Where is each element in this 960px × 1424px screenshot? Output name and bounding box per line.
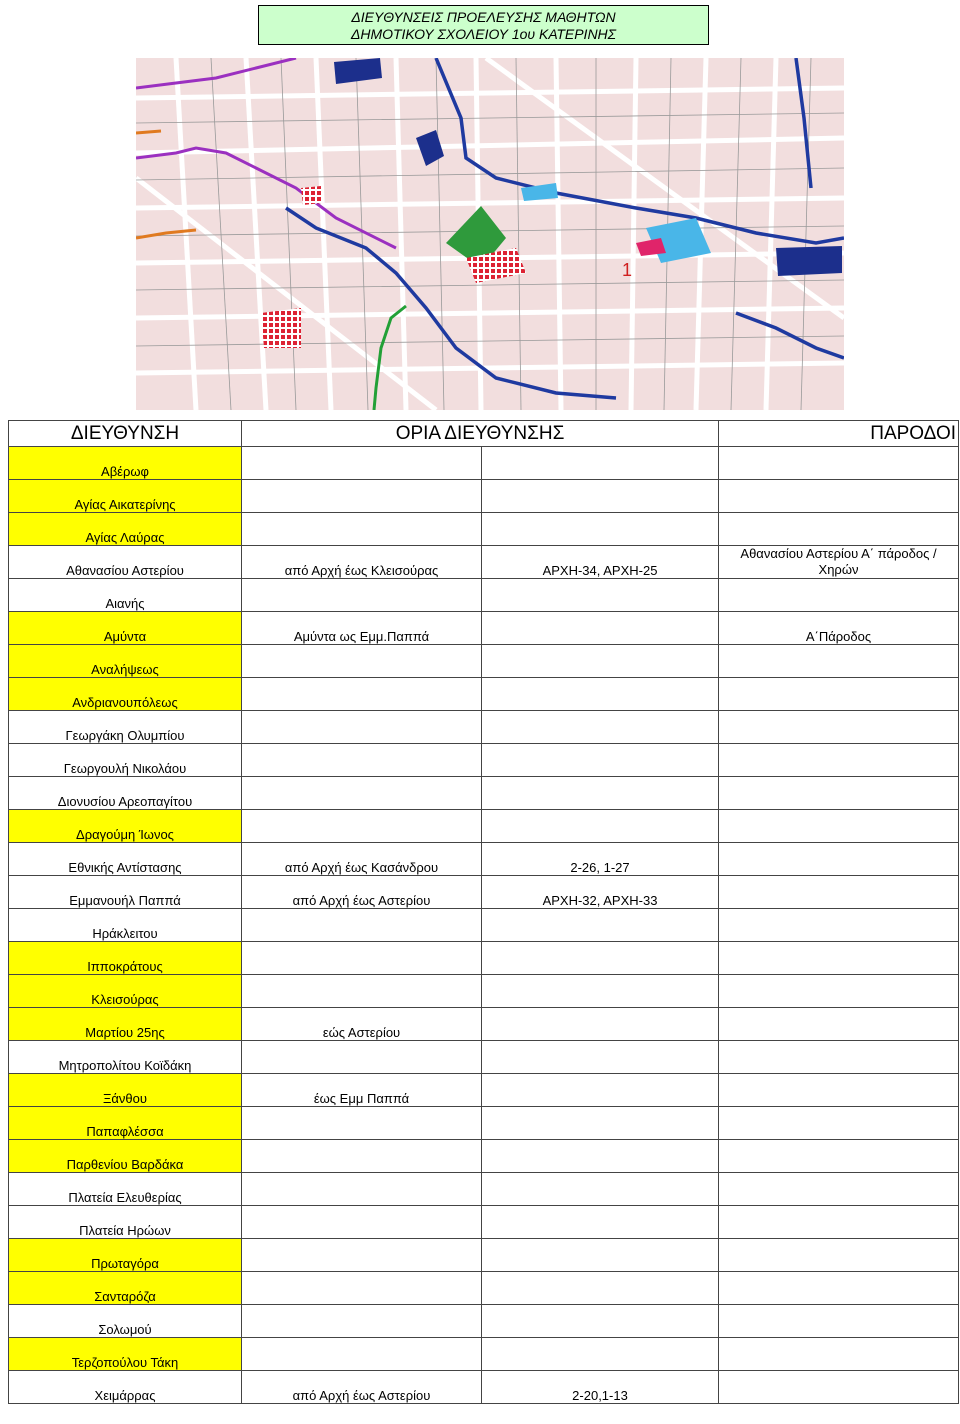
street-cell: Ιπποκράτους (9, 942, 242, 975)
street-map (136, 58, 844, 410)
side-streets-cell (719, 1074, 959, 1107)
street-cell: Αμύντα (9, 612, 242, 645)
table-row (9, 711, 959, 744)
orange-route-top (136, 131, 161, 133)
table-row (9, 1338, 959, 1371)
limits-cell: Αμύντα ως Εμμ.Παππά (242, 612, 482, 645)
street-cell: Σανταρόζα (9, 1272, 242, 1305)
numbers-cell (482, 1041, 719, 1074)
side-streets-cell (719, 1272, 959, 1305)
limits-cell: από Αρχή έως Κλεισούρας (242, 546, 482, 579)
limits-cell (242, 975, 482, 1008)
numbers-cell (482, 1206, 719, 1239)
side-streets-cell (719, 1140, 959, 1173)
side-streets-cell (719, 843, 959, 876)
limits-cell (242, 711, 482, 744)
table-row (9, 777, 959, 810)
side-streets-cell: Αθανασίου Αστερίου Α΄ πάροδος / Χηρών (719, 546, 959, 579)
table-row (9, 1371, 959, 1404)
side-streets-cell (719, 942, 959, 975)
street-cell: Πλατεία Ηρώων (9, 1206, 242, 1239)
limits-cell (242, 1140, 482, 1173)
limits-cell (242, 1338, 482, 1371)
side-streets-cell (719, 1107, 959, 1140)
limits-cell (242, 942, 482, 975)
street-cell: Μητροπολίτου Κοϊδάκη (9, 1041, 242, 1074)
limits-cell (242, 1206, 482, 1239)
street-cell: Ανδριανουπόλεως (9, 678, 242, 711)
street-cell: Χειμάρρας (9, 1371, 242, 1404)
side-streets-cell (719, 1206, 959, 1239)
street-cell: Κλεισούρας (9, 975, 242, 1008)
table-row (9, 645, 959, 678)
street-cell: Εθνικής Αντίστασης (9, 843, 242, 876)
side-streets-cell (719, 447, 959, 480)
table-row (9, 513, 959, 546)
street-cell: Δραγούμη Ίωνος (9, 810, 242, 843)
header-limits: ΟΡΙΑ ΔΙΕΥΘΥΝΣΗΣ (242, 421, 719, 447)
street-cell: Αβέρωφ (9, 447, 242, 480)
document-title (258, 5, 709, 45)
street-cell: Αιανής (9, 579, 242, 612)
title-line-2: ΔΗΜΟΤΙΚΟΥ ΣΧΟΛΕΙΟΥ 1ου ΚΑΤΕΡΙΝΗΣ (350, 26, 617, 42)
table-row (9, 843, 959, 876)
side-streets-cell (719, 1305, 959, 1338)
numbers-cell (482, 1173, 719, 1206)
table-row (9, 876, 959, 909)
limits-cell (242, 744, 482, 777)
limits-cell (242, 480, 482, 513)
header-side-streets: ΠΑΡΟΔΟΙ (719, 421, 959, 447)
limits-cell: εώς Αστερίου (242, 1008, 482, 1041)
side-streets-cell (719, 645, 959, 678)
limits-cell (242, 1239, 482, 1272)
street-cell: Μαρτίου 25ης (9, 1008, 242, 1041)
table-row (9, 1041, 959, 1074)
limits-cell (242, 1107, 482, 1140)
numbers-cell (482, 645, 719, 678)
limits-cell: έως Εμμ Παππά (242, 1074, 482, 1107)
numbers-cell (482, 909, 719, 942)
table-row (9, 1140, 959, 1173)
header-street: ΔΙΕΥΘΥΝΣΗ (9, 421, 242, 447)
side-streets-cell (719, 1371, 959, 1404)
numbers-cell: ΑΡΧΗ-32, ΑΡΧΗ-33 (482, 876, 719, 909)
street-cell: Διονυσίου Αρεοπαγίτου (9, 777, 242, 810)
street-cell: Αγίας Λαύρας (9, 513, 242, 546)
numbers-cell: ΑΡΧΗ-34, ΑΡΧΗ-25 (482, 546, 719, 579)
table-row (9, 579, 959, 612)
street-cell: Σολωμού (9, 1305, 242, 1338)
street-cell: Παπαφλέσσα (9, 1107, 242, 1140)
table-row (9, 1074, 959, 1107)
table-row (9, 546, 959, 579)
limits-cell (242, 1041, 482, 1074)
numbers-cell (482, 579, 719, 612)
limits-cell (242, 1272, 482, 1305)
side-streets-cell (719, 1239, 959, 1272)
side-streets-cell (719, 1173, 959, 1206)
numbers-cell (482, 1107, 719, 1140)
numbers-cell (482, 942, 719, 975)
street-cell: Ηράκλειτου (9, 909, 242, 942)
numbers-cell (482, 711, 719, 744)
table-row (9, 810, 959, 843)
table-row (9, 1239, 959, 1272)
title-line-1: ΔΙΕΥΘΥΝΣΕΙΣ ΠΡΟΕΛΕΥΣΗΣ ΜΑΘΗΤΩΝ (351, 9, 616, 25)
side-streets-cell (719, 744, 959, 777)
side-streets-cell (719, 711, 959, 744)
numbers-cell (482, 447, 719, 480)
limits-cell (242, 645, 482, 678)
numbers-cell: 2-20,1-13 (482, 1371, 719, 1404)
table-row (9, 1305, 959, 1338)
table-row (9, 975, 959, 1008)
numbers-cell (482, 1074, 719, 1107)
limits-cell (242, 513, 482, 546)
numbers-cell (482, 744, 719, 777)
street-cell: Παρθενίου Βαρδάκα (9, 1140, 242, 1173)
street-cell: Αγίας Αικατερίνης (9, 480, 242, 513)
side-streets-cell (719, 579, 959, 612)
side-streets-cell (719, 810, 959, 843)
streets-table (8, 420, 959, 1404)
side-streets-cell (719, 513, 959, 546)
limits-cell (242, 909, 482, 942)
limits-cell (242, 447, 482, 480)
table-row (9, 480, 959, 513)
numbers-cell (482, 1140, 719, 1173)
limits-cell (242, 678, 482, 711)
side-streets-cell (719, 1041, 959, 1074)
numbers-cell (482, 777, 719, 810)
numbers-cell (482, 480, 719, 513)
table-header-row (9, 421, 959, 447)
street-cell: Γεωργάκη Ολυμπίου (9, 711, 242, 744)
limits-cell: από Αρχή έως Αστερίου (242, 876, 482, 909)
numbers-cell (482, 975, 719, 1008)
hatched-area-2 (261, 308, 301, 348)
limits-cell (242, 579, 482, 612)
limits-cell (242, 777, 482, 810)
limits-cell (242, 1173, 482, 1206)
street-cell: Ξάνθου (9, 1074, 242, 1107)
table-row (9, 447, 959, 480)
side-streets-cell (719, 777, 959, 810)
side-streets-cell (719, 480, 959, 513)
side-streets-cell (719, 876, 959, 909)
map-marker-label: 1 (622, 260, 633, 280)
numbers-cell (482, 678, 719, 711)
hatched-area-3 (301, 186, 322, 205)
street-cell: Αναλήψεως (9, 645, 242, 678)
table-row (9, 942, 959, 975)
street-cell: Πρωταγόρα (9, 1239, 242, 1272)
limits-cell: από Αρχή έως Κασάνδρου (242, 843, 482, 876)
side-streets-cell: Α΄Πάροδος (719, 612, 959, 645)
table-row (9, 1272, 959, 1305)
numbers-cell (482, 612, 719, 645)
street-cell: Αθανασίου Αστερίου (9, 546, 242, 579)
side-streets-cell (719, 1008, 959, 1041)
street-cell: Εμμανουήλ Παππά (9, 876, 242, 909)
table-row (9, 1206, 959, 1239)
numbers-cell (482, 513, 719, 546)
side-streets-cell (719, 678, 959, 711)
table-row (9, 1107, 959, 1140)
numbers-cell (482, 1305, 719, 1338)
limits-cell (242, 810, 482, 843)
table-row (9, 909, 959, 942)
numbers-cell (482, 1338, 719, 1371)
side-streets-cell (719, 909, 959, 942)
numbers-cell (482, 1008, 719, 1041)
numbers-cell (482, 1272, 719, 1305)
side-streets-cell (719, 975, 959, 1008)
limits-cell: από Αρχή έως Αστερίου (242, 1371, 482, 1404)
street-cell: Γεωργουλή Νικολάου (9, 744, 242, 777)
side-streets-cell (719, 1338, 959, 1371)
table-row (9, 1173, 959, 1206)
numbers-cell (482, 1239, 719, 1272)
table-row (9, 1008, 959, 1041)
street-cell: Πλατεία Ελευθερίας (9, 1173, 242, 1206)
numbers-cell (482, 810, 719, 843)
table-row (9, 678, 959, 711)
table-row (9, 612, 959, 645)
navy-area-3 (776, 246, 842, 276)
table-row (9, 744, 959, 777)
numbers-cell: 2-26, 1-27 (482, 843, 719, 876)
street-cell: Τερζοπούλου Τάκη (9, 1338, 242, 1371)
limits-cell (242, 1305, 482, 1338)
